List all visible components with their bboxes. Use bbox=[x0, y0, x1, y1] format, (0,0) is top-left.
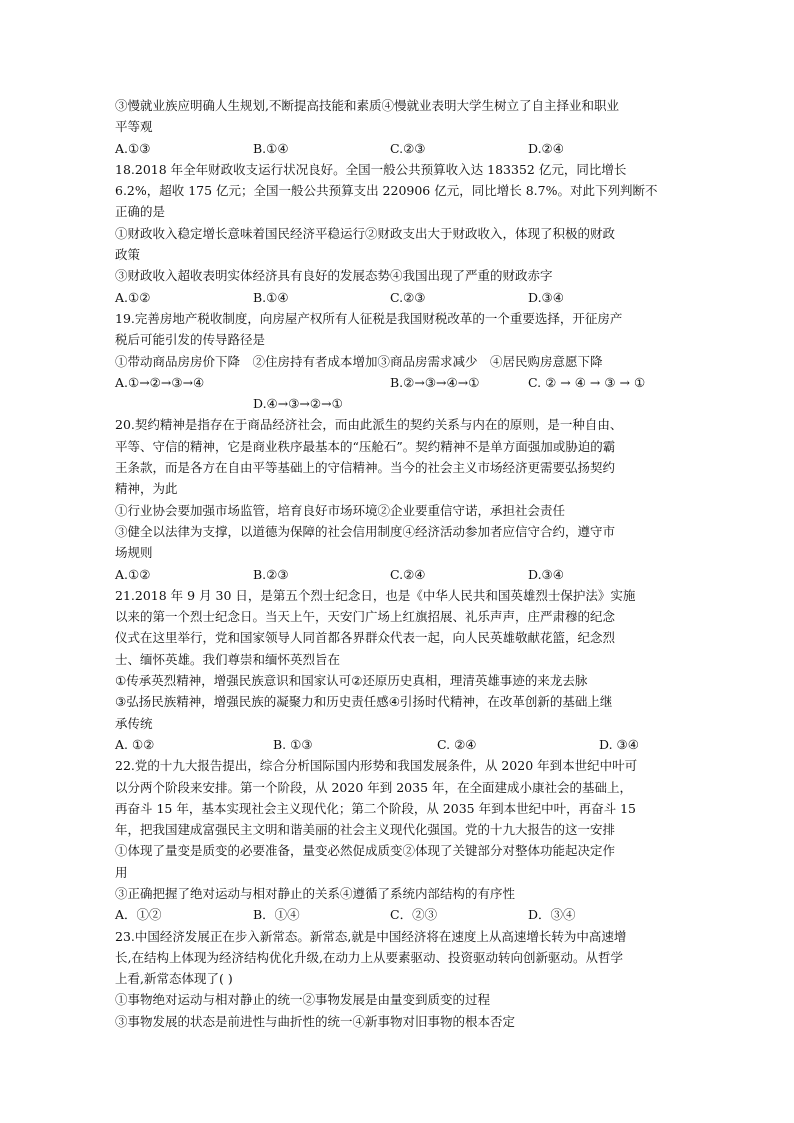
q18-statement-line: 政策 bbox=[115, 247, 141, 263]
q17-statement-line: ③慢就业族应明确人生规划,不断提高技能和素质④慢就业表明大学生树立了自主择业和职业 bbox=[115, 98, 619, 113]
q20-option-b[interactable]: B.②③ bbox=[253, 566, 289, 582]
q18-option-a[interactable]: A.①② bbox=[115, 289, 151, 305]
q22-statement-line: ③正确把握了绝对运动与相对静止的关系④遵循了系统内部结构的有序性 bbox=[115, 885, 516, 901]
q18-stem-line: 6.2%，超收 175 亿元；全国一般公共预算支出 220906 亿元，同比增长 8.7%。对此下列判断不 bbox=[115, 183, 658, 199]
q22-options bbox=[115, 904, 685, 925]
q20-stem-line: 20.契约精神是指存在于商品经济社会，而由此派生的契约关系与内在的原则，是一种自由、 bbox=[115, 417, 623, 433]
q22-option-a[interactable]: A．①② bbox=[115, 907, 162, 923]
q21-statement-line: ①传承英烈精神，增强民族意识和国家认可②还原历史真相，理清英雄事迹的来龙去脉 bbox=[115, 673, 588, 689]
q19-stem-line: 税后可能引发的传导路径是 bbox=[115, 332, 266, 348]
q21-option-a[interactable]: A. ①② bbox=[115, 736, 155, 752]
q19-option-d[interactable]: D.④→③→②→① bbox=[253, 396, 343, 412]
q23-statement-line: ③事物发展的状态是前进性与曲折性的统一④新事物对旧事物的根本否定 bbox=[115, 1013, 516, 1029]
q22-stem-line: 年，把我国建成富强民主文明和谐美丽的社会主义现代化强国。党的十九大报告的这一安排 bbox=[115, 822, 616, 838]
q21-option-c[interactable]: C. ②④ bbox=[437, 736, 477, 752]
q20-option-d[interactable]: D.③④ bbox=[528, 566, 564, 582]
q17-option-b[interactable]: B.①④ bbox=[253, 140, 289, 156]
q22-stem-line: 再奋斗 15 年，基本实现社会主义现代化；第二个阶段，从 2035 年到本世纪中叶，再奋斗 15 bbox=[115, 800, 636, 816]
q17-option-d[interactable]: D.②④ bbox=[528, 140, 564, 156]
q22-stem-line: 以分两个阶段来安排。第一个阶段，从 2020 年到 2035 年，在全面建成小康社会的基础上， bbox=[115, 779, 633, 795]
q20-statement-line: ①行业协会要加强市场监管，培育良好市场环境②企业要重信守诺，承担社会责任 bbox=[115, 502, 566, 518]
q18-option-b[interactable]: B.①④ bbox=[253, 289, 289, 305]
q19-options bbox=[115, 372, 685, 393]
q21-stem-line: 士、缅怀英雄。我们尊崇和缅怀英烈旨在 bbox=[115, 651, 341, 667]
q21-options bbox=[115, 734, 685, 755]
q21-stem-line: 以来的第一个烈士纪念日。当天上午，天安门广场上红旗招展、礼乐声声，庄严肃穆的纪念 bbox=[115, 609, 616, 625]
q21-option-d[interactable]: D. ③④ bbox=[599, 736, 639, 752]
q21-stem-line: 21.2018 年 9 月 30 日，是第五个烈士纪念日，也是《中华人民共和国英雄烈士保护法》实施 bbox=[115, 587, 636, 603]
q18-statement-line: ①财政收入稳定增长意味着国民经济平稳运行②财政支出大于财政收入，体现了积极的财政 bbox=[115, 225, 616, 241]
q22-stem-line: 22.党的十九大报告提出，综合分析国际国内形势和我国发展条件，从 2020 年到本世纪中叶可 bbox=[115, 758, 638, 774]
q23-statement-line: ①事物绝对运动与相对静止的统一②事物发展是由量变到质变的过程 bbox=[115, 992, 491, 1008]
q18-stem-line: 18.2018 年全年财政收支运行状况良好。全国一般公共预算收入达 183352 亿元，同比增长 bbox=[115, 161, 627, 177]
q20-stem-line: 平等、守信的精神，它是商业秩序最基本的“压舱石”。契约精神不是单方面强加或胁迫的霸 bbox=[115, 438, 616, 454]
q22-statement-line: ①体现了量变是质变的必要准备，量变必然促成质变②体现了关键部分对整体功能起决定作 bbox=[115, 843, 616, 859]
q23-stem-line: 上看,新常态体现了( ) bbox=[115, 971, 233, 987]
q20-option-c[interactable]: C.②④ bbox=[390, 566, 426, 582]
q19-option-b[interactable]: B.②→③→④→① bbox=[390, 374, 480, 390]
q19-option-c[interactable]: C. ② → ④ → ③ → ① bbox=[528, 374, 646, 390]
q19-statement-line: ①带动商品房房价下降 ②住房持有者成本增加③商品房需求减少 ④居民购房意愿下降 bbox=[115, 353, 603, 369]
page-content bbox=[115, 95, 685, 1032]
q21-option-b[interactable]: B. ①③ bbox=[273, 736, 313, 752]
q20-option-a[interactable]: A.①② bbox=[115, 566, 151, 582]
q20-statement-line: 场规则 bbox=[115, 545, 153, 561]
q21-stem-line: 仪式在这里举行，党和国家领导人同首都各界群众代表一起，向人民英雄敬献花篮，纪念烈 bbox=[115, 630, 616, 646]
q17-statement-line: 平等观 bbox=[115, 119, 153, 135]
q22-option-c[interactable]: C．②③ bbox=[390, 907, 438, 923]
q23-stem-line: 长,在结构上体现为经济结构优化升级,在动力上从要素驱动、投资驱动转向创新驱动。从哲学 bbox=[115, 949, 623, 965]
q22-statement-line: 用 bbox=[115, 864, 128, 880]
q18-stem-line: 正确的是 bbox=[115, 204, 166, 220]
q20-statement-line: ③健全以法律为支撑，以道德为保障的社会信用制度④经济活动参加者应信守合约，遵守市 bbox=[115, 523, 616, 539]
q18-statement-line: ③财政收入超收表明实体经济具有良好的发展态势④我国出现了严重的财政赤字 bbox=[115, 268, 553, 284]
q22-option-d[interactable]: D．③④ bbox=[528, 907, 576, 923]
q20-stem-line: 精神，为此 bbox=[115, 481, 178, 497]
q22-option-b[interactable]: B．①④ bbox=[253, 907, 300, 923]
q17-option-a[interactable]: A.①③ bbox=[115, 140, 151, 156]
q18-option-c[interactable]: C.②③ bbox=[390, 289, 426, 305]
q21-statement-line: 承传统 bbox=[115, 715, 153, 731]
q19-option-a[interactable]: A.①→②→③→④ bbox=[115, 374, 205, 390]
q18-options bbox=[115, 287, 685, 308]
q23-stem-line: 23.中国经济发展正在步入新常态。新常态,就是中国经济将在速度上从高速增长转为中高速增 bbox=[115, 928, 627, 944]
q17-options bbox=[115, 138, 685, 159]
q18-option-d[interactable]: D.③④ bbox=[528, 289, 564, 305]
q19-stem-line: 19.完善房地产税收制度，向房屋产权所有人征税是我国财税改革的一个重要选择，开征房产 bbox=[115, 310, 623, 326]
q21-statement-line: ③弘扬民族精神，增强民族的凝聚力和历史责任感④引扬时代精神，在改革创新的基础上继 bbox=[115, 694, 613, 710]
q19-options-row2 bbox=[115, 393, 685, 414]
q20-stem-line: 王条款，而是各方在自由平等基础上的守信精神。当今的社会主义市场经济更需要弘扬契约 bbox=[115, 460, 616, 476]
q17-option-c[interactable]: C.②③ bbox=[390, 140, 426, 156]
q20-options bbox=[115, 564, 685, 585]
